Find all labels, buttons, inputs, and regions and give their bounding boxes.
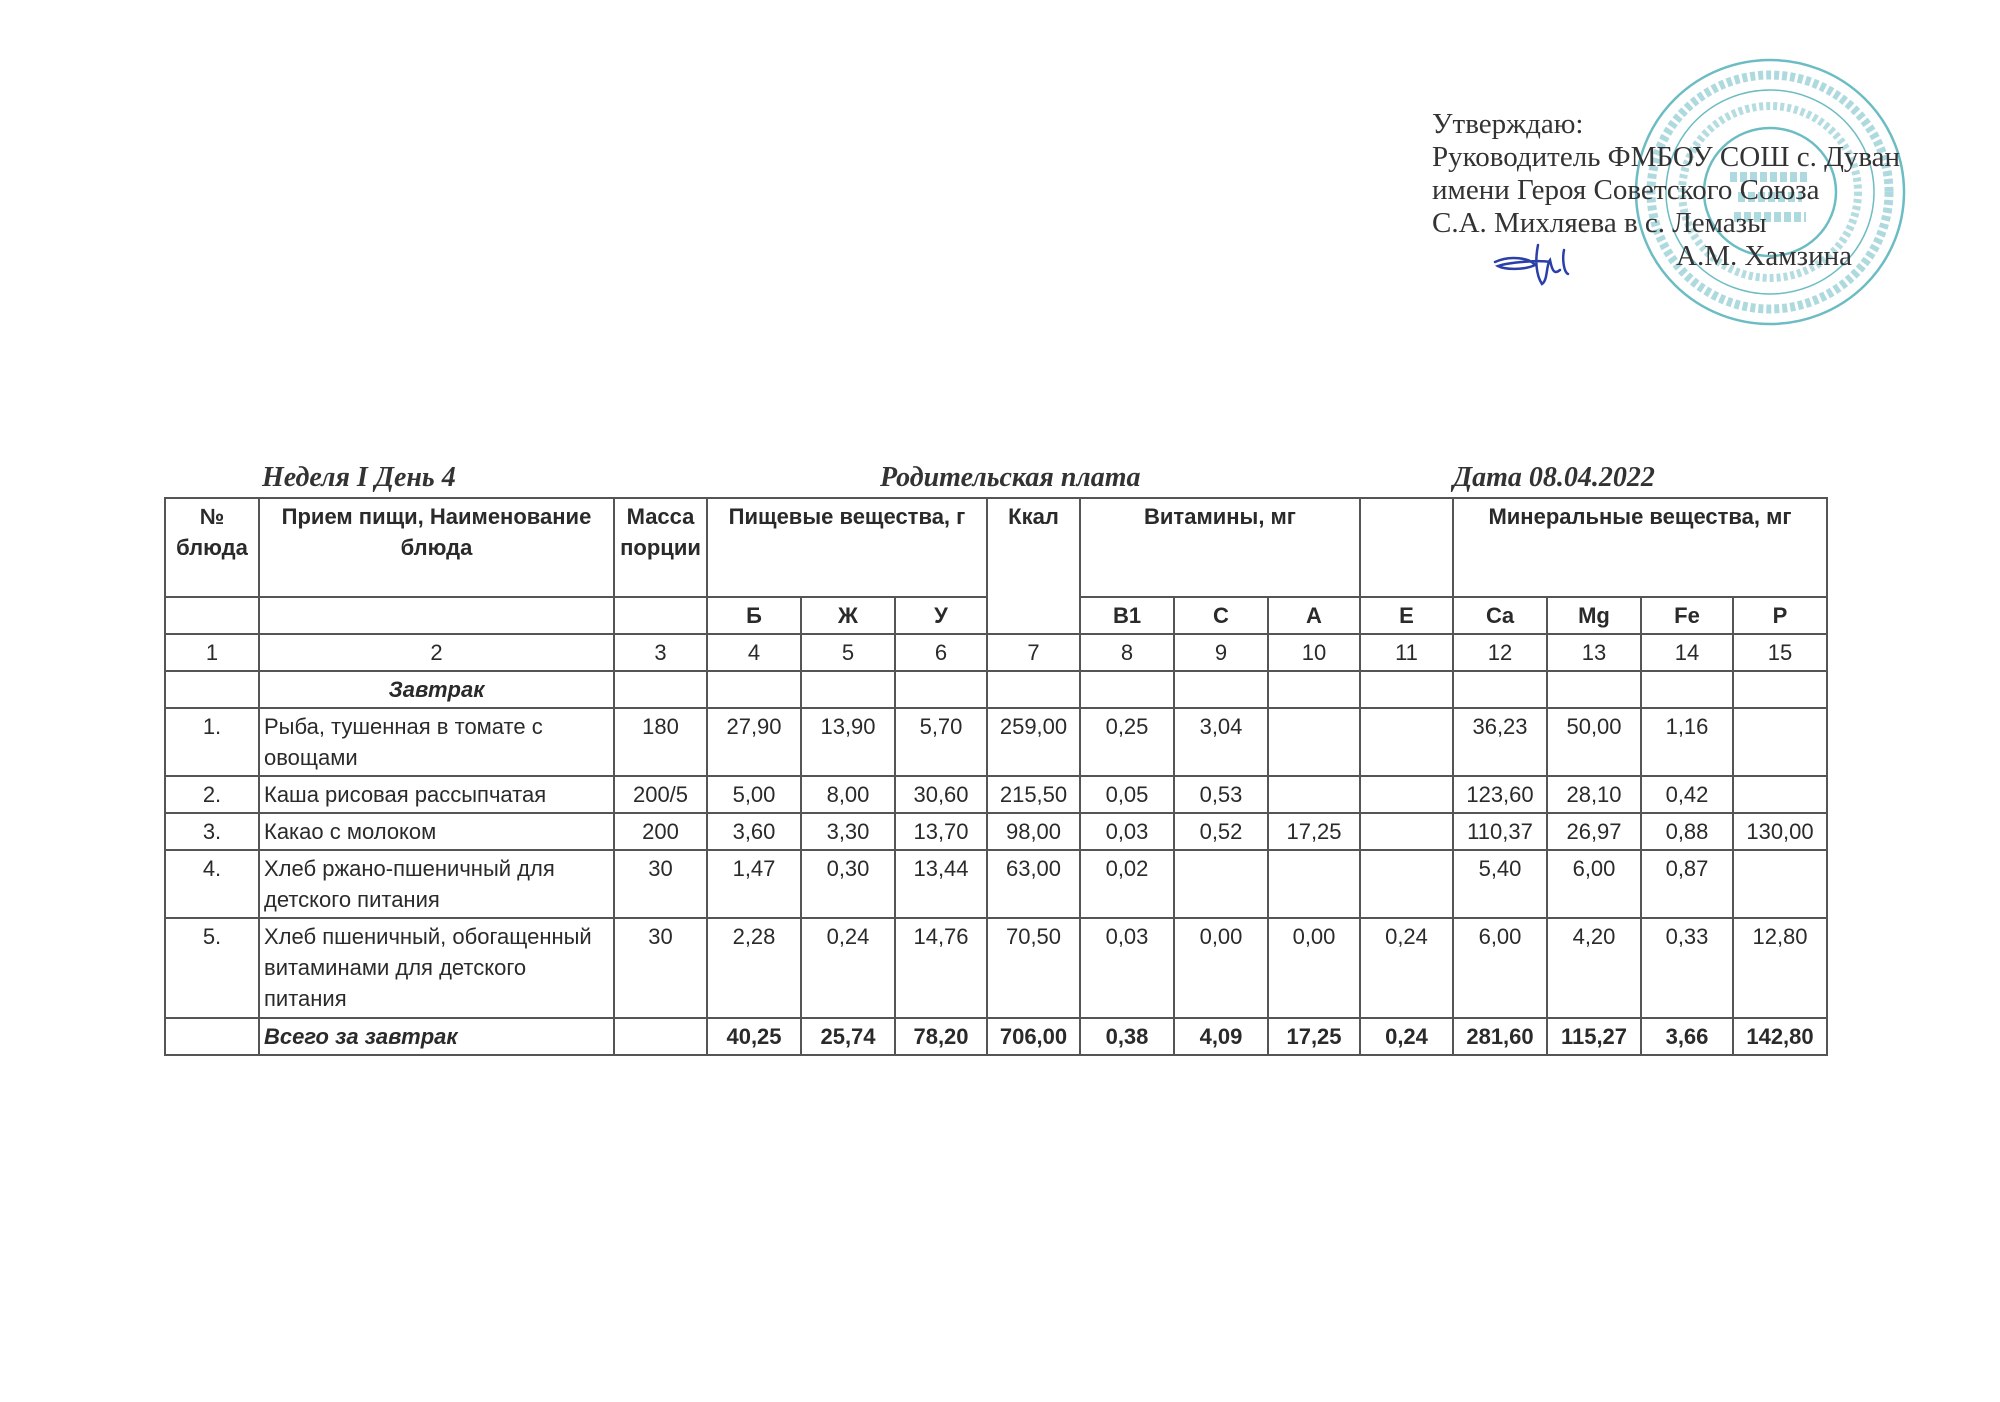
total-value: 78,20	[895, 1018, 987, 1055]
cell-value	[1360, 776, 1453, 813]
subheader-8: Mg	[1547, 597, 1641, 634]
total-value: 4,09	[1174, 1018, 1268, 1055]
empty-cell	[1174, 671, 1268, 708]
cell-value: 26,97	[1547, 813, 1641, 850]
cell-value: 4,20	[1547, 918, 1641, 1018]
empty-cell	[165, 597, 259, 634]
cell-value: 5,40	[1453, 850, 1547, 918]
col-nutrients-header: Пищевые вещества, г	[707, 498, 987, 597]
cell-value: 0,53	[1174, 776, 1268, 813]
dish-name: Хлеб пшеничный, обогащенный витаминами для детского питания	[259, 918, 614, 1018]
total-value	[614, 1018, 707, 1055]
subheader-2: У	[895, 597, 987, 634]
empty-cell	[1360, 671, 1453, 708]
cell-value: 27,90	[707, 708, 801, 776]
cell-value: 6,00	[1453, 918, 1547, 1018]
empty-cell	[165, 671, 259, 708]
column-number: 10	[1268, 634, 1360, 671]
total-value: 25,74	[801, 1018, 895, 1055]
col-minerals-header: Минеральные вещества, мг	[1453, 498, 1827, 597]
dish-number: 2.	[165, 776, 259, 813]
cell-value: 180	[614, 708, 707, 776]
cell-value	[1360, 850, 1453, 918]
cell-value: 0,00	[1268, 918, 1360, 1018]
column-number: 6	[895, 634, 987, 671]
column-number: 11	[1360, 634, 1453, 671]
cell-value: 13,70	[895, 813, 987, 850]
subheader-0: Б	[707, 597, 801, 634]
empty-cell	[801, 671, 895, 708]
header-row	[165, 498, 1827, 597]
cell-value: 98,00	[987, 813, 1080, 850]
subheader-5: A	[1268, 597, 1360, 634]
dish-number: 3.	[165, 813, 259, 850]
cell-value: 259,00	[987, 708, 1080, 776]
col-mass-header: Масса порции	[614, 498, 707, 597]
cell-value: 5,70	[895, 708, 987, 776]
empty-cell	[1547, 671, 1641, 708]
cell-value	[1733, 776, 1827, 813]
total-value: 40,25	[707, 1018, 801, 1055]
table-row	[165, 918, 1827, 1018]
table-row	[165, 850, 1827, 918]
empty-cell	[1453, 671, 1547, 708]
cell-value: 123,60	[1453, 776, 1547, 813]
cell-value: 215,50	[987, 776, 1080, 813]
cell-value: 36,23	[1453, 708, 1547, 776]
total-value: 706,00	[987, 1018, 1080, 1055]
approval-title: Утверждаю:	[1432, 108, 1584, 140]
table-row	[165, 776, 1827, 813]
subheader-9: Fe	[1641, 597, 1733, 634]
table-row	[165, 813, 1827, 850]
total-value: 0,38	[1080, 1018, 1174, 1055]
cell-value: 70,50	[987, 918, 1080, 1018]
cell-value: 30	[614, 850, 707, 918]
approval-line-2: имени Героя Советского Союза	[1432, 174, 1820, 206]
cell-value	[1733, 708, 1827, 776]
column-number: 4	[707, 634, 801, 671]
cell-value: 0,03	[1080, 918, 1174, 1018]
approval-line-3: С.А. Михляева в с. Лемазы	[1432, 207, 1767, 239]
cell-value: 0,24	[801, 918, 895, 1018]
cell-value	[1268, 850, 1360, 918]
cell-value: 0,42	[1641, 776, 1733, 813]
column-number: 2	[259, 634, 614, 671]
cell-value: 50,00	[1547, 708, 1641, 776]
approval-line-1: Руководитель ФМБОУ СОШ с. Дуван	[1432, 141, 1901, 173]
subheader-6: E	[1360, 597, 1453, 634]
total-value: 115,27	[1547, 1018, 1641, 1055]
payment-label: Родительская плата	[880, 462, 1141, 493]
empty-cell	[707, 671, 801, 708]
col-kcal-header: Ккал	[987, 498, 1080, 634]
cell-value: 13,90	[801, 708, 895, 776]
dish-number: 1.	[165, 708, 259, 776]
subheader-1: Ж	[801, 597, 895, 634]
cell-value: 30	[614, 918, 707, 1018]
column-number: 8	[1080, 634, 1174, 671]
cell-value: 1,47	[707, 850, 801, 918]
date-label: Дата 08.04.2022	[1453, 462, 1655, 493]
cell-value: 200/5	[614, 776, 707, 813]
col-num-header: № блюда	[165, 498, 259, 597]
total-value: 142,80	[1733, 1018, 1827, 1055]
cell-value: 14,76	[895, 918, 987, 1018]
dish-number: 4.	[165, 850, 259, 918]
column-number: 12	[1453, 634, 1547, 671]
total-value: 0,24	[1360, 1018, 1453, 1055]
approval-signer: А.М. Хамзина	[1676, 240, 1853, 272]
cell-value	[1268, 708, 1360, 776]
empty-cell	[614, 597, 707, 634]
cell-value: 200	[614, 813, 707, 850]
cell-value: 130,00	[1733, 813, 1827, 850]
section-row	[165, 671, 1827, 708]
cell-value: 13,44	[895, 850, 987, 918]
dish-name: Какао с молоком	[259, 813, 614, 850]
empty-cell	[1268, 671, 1360, 708]
signature	[1490, 240, 1590, 290]
cell-value: 6,00	[1547, 850, 1641, 918]
cell-value: 3,30	[801, 813, 895, 850]
cell-value: 1,16	[1641, 708, 1733, 776]
subheader-4: C	[1174, 597, 1268, 634]
cell-value: 0,52	[1174, 813, 1268, 850]
column-number-row	[165, 634, 1827, 671]
total-value: 3,66	[1641, 1018, 1733, 1055]
col-vitamins-header: Витамины, мг	[1080, 498, 1360, 597]
col-e-empty-header	[1360, 498, 1453, 597]
total-label: Всего за завтрак	[259, 1018, 614, 1055]
subheader-3: B1	[1080, 597, 1174, 634]
dish-name: Хлеб ржано-пшеничный для детского питания	[259, 850, 614, 918]
cell-value	[1360, 708, 1453, 776]
cell-value	[1360, 813, 1453, 850]
cell-value: 17,25	[1268, 813, 1360, 850]
empty-cell	[614, 671, 707, 708]
column-number: 3	[614, 634, 707, 671]
cell-value: 0,33	[1641, 918, 1733, 1018]
cell-value: 5,00	[707, 776, 801, 813]
empty-cell	[1641, 671, 1733, 708]
cell-value: 0,24	[1360, 918, 1453, 1018]
total-value: 281,60	[1453, 1018, 1547, 1055]
empty-cell	[1733, 671, 1827, 708]
col-name-header: Прием пищи, Наименование блюда	[259, 498, 614, 597]
total-value	[165, 1018, 259, 1055]
total-value: 17,25	[1268, 1018, 1360, 1055]
cell-value: 2,28	[707, 918, 801, 1018]
empty-cell	[259, 597, 614, 634]
cell-value: 0,30	[801, 850, 895, 918]
empty-cell	[895, 671, 987, 708]
cell-value: 0,02	[1080, 850, 1174, 918]
subheader-10: P	[1733, 597, 1827, 634]
week-day-label: Неделя I День 4	[262, 462, 456, 493]
cell-value: 63,00	[987, 850, 1080, 918]
column-number: 14	[1641, 634, 1733, 671]
cell-value: 0,00	[1174, 918, 1268, 1018]
menu-table	[164, 497, 1828, 1056]
cell-value: 110,37	[1453, 813, 1547, 850]
column-number: 9	[1174, 634, 1268, 671]
section-title: Завтрак	[259, 671, 614, 708]
dish-name: Рыба, тушенная в томате с овощами	[259, 708, 614, 776]
cell-value: 3,04	[1174, 708, 1268, 776]
dish-name: Каша рисовая рассыпчатая	[259, 776, 614, 813]
cell-value: 30,60	[895, 776, 987, 813]
table-row	[165, 708, 1827, 776]
cell-value: 12,80	[1733, 918, 1827, 1018]
cell-value	[1268, 776, 1360, 813]
total-row	[165, 1018, 1827, 1055]
column-number: 13	[1547, 634, 1641, 671]
cell-value: 0,25	[1080, 708, 1174, 776]
cell-value: 3,60	[707, 813, 801, 850]
dish-number: 5.	[165, 918, 259, 1018]
cell-value	[1733, 850, 1827, 918]
column-number: 1	[165, 634, 259, 671]
empty-cell	[987, 671, 1080, 708]
cell-value	[1174, 850, 1268, 918]
empty-cell	[1080, 671, 1174, 708]
cell-value: 28,10	[1547, 776, 1641, 813]
cell-value: 0,05	[1080, 776, 1174, 813]
column-number: 7	[987, 634, 1080, 671]
subheader-7: Ca	[1453, 597, 1547, 634]
cell-value: 8,00	[801, 776, 895, 813]
cell-value: 0,88	[1641, 813, 1733, 850]
cell-value: 0,87	[1641, 850, 1733, 918]
column-number: 15	[1733, 634, 1827, 671]
cell-value: 0,03	[1080, 813, 1174, 850]
column-number: 5	[801, 634, 895, 671]
